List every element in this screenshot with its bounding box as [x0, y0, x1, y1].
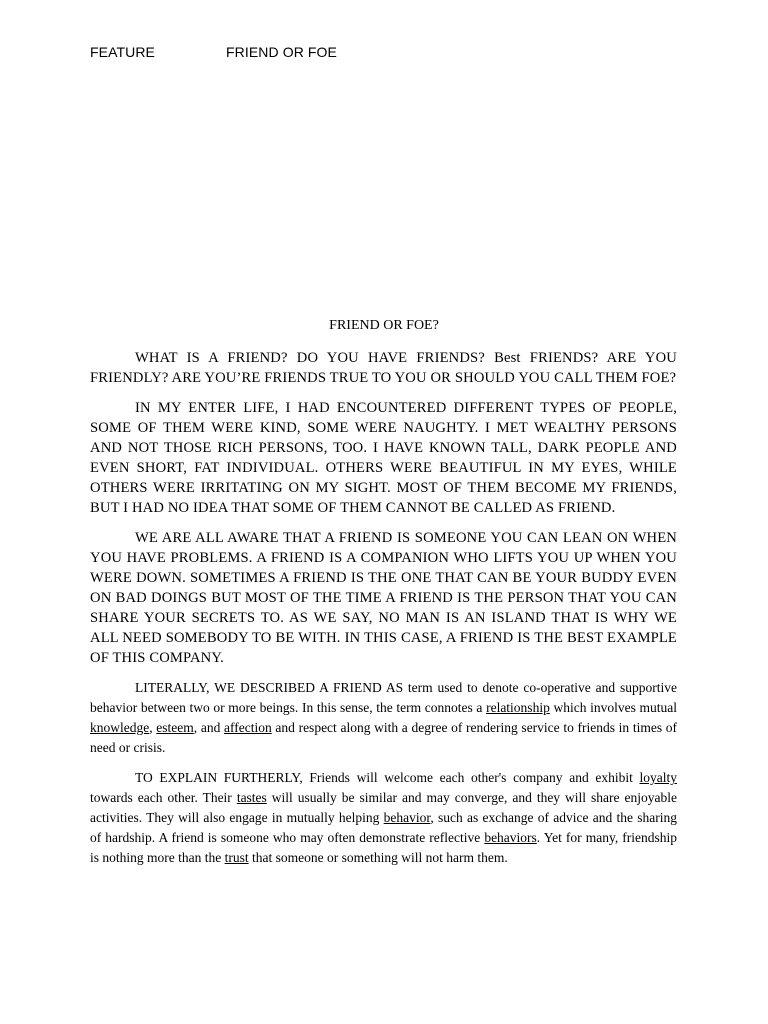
link-affection[interactable]: affection	[224, 720, 272, 735]
paragraph-5-text: towards each other. Their	[90, 790, 237, 805]
header-title: FRIEND OR FOE	[226, 44, 337, 60]
link-knowledge[interactable]: knowledge	[90, 720, 150, 735]
paragraph-4-text: , and	[193, 720, 224, 735]
paragraph-3: WE ARE ALL AWARE THAT A FRIEND IS SOMEONE YOU CAN LEAN ON WHEN YOU HAVE PROBLEMS. A FRIEND IS A COMPANION WHO LIFTS YOU UP WHEN YOU WERE DOWN. SOMETIMES A FRIEND IS THE ONE THAT CAN BE YOUR BUDDY EVEN ON BAD DOINGS BUT MOST OF THE TIME A FRIEND IS THE PERSON THAT YOU CAN SHARE YOUR SECRETS TO. AS WE SAY, NO MAN IS AN ISLAND THAT IS WHY WE ALL NEED SOMEBODY TO BE WITH. IN THIS CASE, A FRIEND IS THE BEST EXAMPLE OF THIS COMPANY.	[90, 530, 677, 666]
paragraph-1: WHAT IS A FRIEND? DO YOU HAVE FRIENDS? Best FRIENDS? ARE YOU FRIENDLY? ARE YOU’RE FRIENDS TRUE TO YOU OR SHOULD YOU CALL THEM FOE?	[90, 350, 677, 386]
paragraph-5-text: that someone or something will not harm them.	[248, 850, 508, 865]
link-esteem[interactable]: esteem	[156, 720, 194, 735]
paragraph-5	[90, 768, 677, 868]
document-title: FRIEND OR FOE?	[329, 318, 439, 333]
link-trust[interactable]: trust	[224, 850, 249, 865]
document-body	[90, 348, 677, 878]
header-section-label: FEATURE	[90, 44, 155, 60]
paragraph-4-text: ,	[149, 720, 157, 735]
paragraph-2: IN MY ENTER LIFE, I HAD ENCOUNTERED DIFFERENT TYPES OF PEOPLE, SOME OF THEM WERE KIND, SOME WERE NAUGHTY. I MET WEALTHY PERSONS AND NOT THOSE RICH PERSONS, TOO. I HAVE KNOWN TALL, DARK PEOPLE AND EVEN SHORT, FAT INDIVIDUAL. OTHERS WERE BEAUTIFUL IN MY EYES, WHILE OTHERS WERE IRRITATING ON MY SIGHT. MOST OF THEM BECOME MY FRIENDS, BUT I HAD NO IDEA THAT SOME OF THEM CANNOT BE CALLED AS FRIEND.	[90, 400, 677, 516]
paragraph-5-text: TO EXPLAIN FURTHERLY, Friends will welcome each other's company and exhibit	[135, 770, 640, 785]
link-behaviors[interactable]: behaviors	[484, 830, 537, 845]
paragraph-5-text: , such as exchange of advice and the sharing of hardship. A friend is someone who may often demonstrate reflective	[90, 810, 677, 845]
paragraph-4-text: and respect along with a degree of rendering service to friends in times of need or crisis.	[90, 720, 678, 755]
link-behavior[interactable]: behavior	[383, 810, 431, 825]
paragraph-4	[90, 678, 677, 758]
link-tastes[interactable]: tastes	[236, 790, 267, 805]
link-relationship[interactable]: relationship	[486, 700, 550, 715]
paragraph-4-text: LITERALLY, WE DESCRIBED A FRIEND AS term used to denote co-operative and supportive behavior between two or more beings. In this sense, the term connotes a	[90, 680, 677, 715]
paragraph-4-text: which involves mutual	[549, 700, 678, 715]
page-header	[90, 44, 337, 60]
link-loyalty[interactable]: loyalty	[639, 770, 677, 785]
paragraph-5-text: . Yet for many, friendship is nothing more than the	[90, 830, 677, 865]
paragraph-5-text: will usually be similar and may converge, and they will share enjoyable activities. They will also engage in mutually helping	[90, 790, 677, 825]
